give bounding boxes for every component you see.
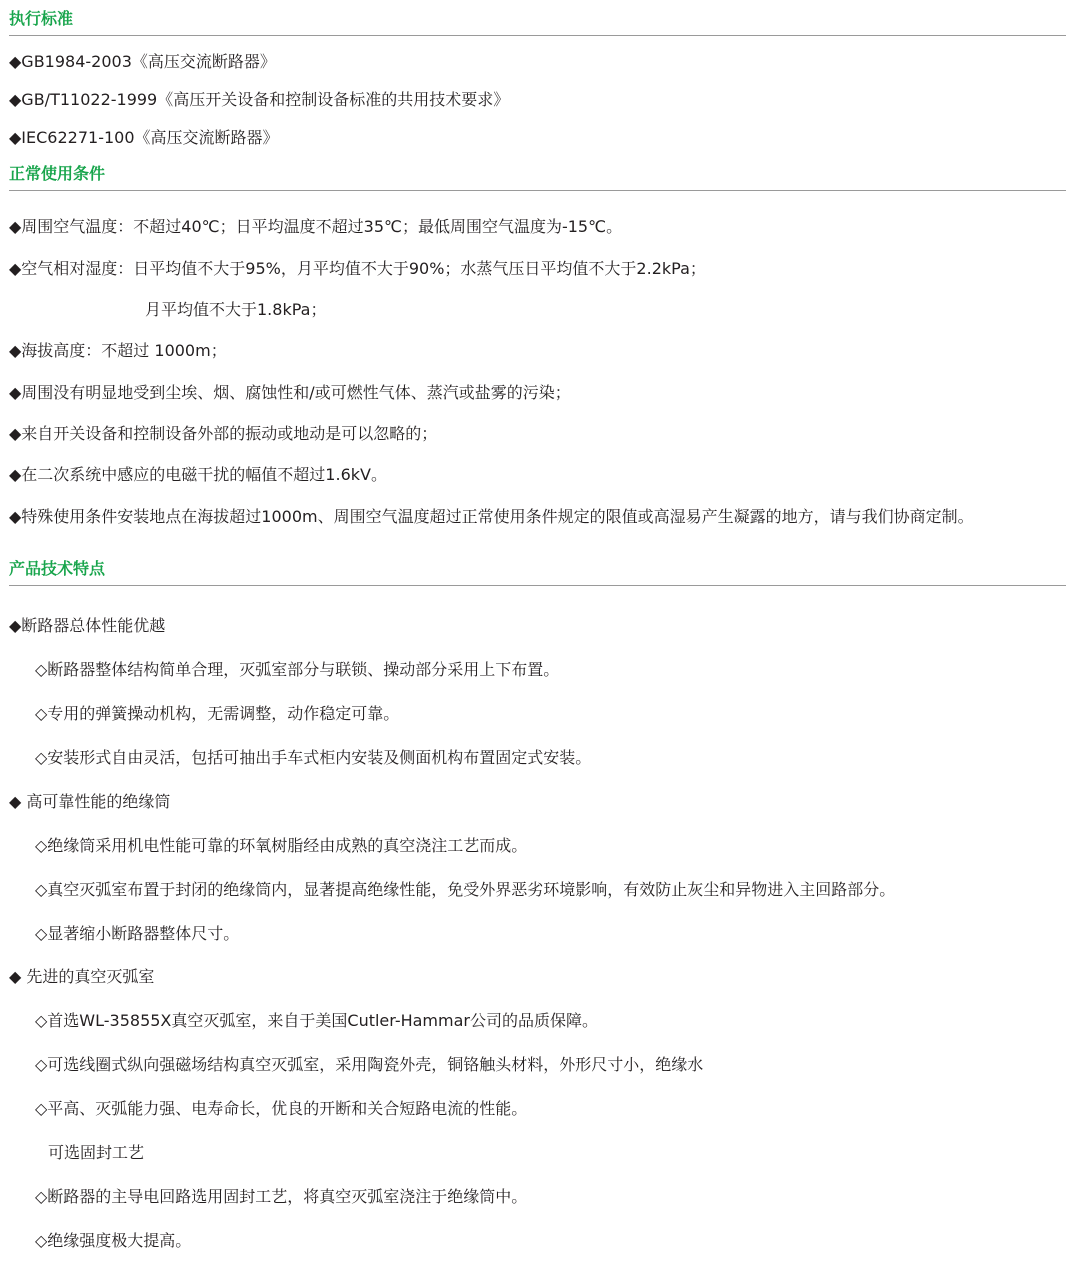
section-title-standards: 执行标准 [9, 9, 74, 28]
feature-subitem: ◇专用的弹簧操动机构，无需调整，动作稳定可靠。 [35, 704, 400, 723]
feature-subitem: ◇可选线圈式纵向强磁场结构真空灭弧室，采用陶瓷外壳，铜铬触头材料，外形尺寸小，绝缘水 [35, 1055, 704, 1074]
feature-subitem: ◇绝缘筒采用机电性能可靠的环氧树脂经由成熟的真空浇注工艺而成。 [35, 836, 528, 855]
standard-item: ◆IEC62271-100《高压交流断路器》 [9, 128, 279, 147]
standard-item: ◆GB1984-2003《高压交流断路器》 [9, 52, 276, 71]
section-divider [9, 190, 1066, 191]
condition-item: ◆空气相对湿度：日平均值不大于95%，月平均值不大于90%；水蒸气压日平均值不大于2.2kPa； [9, 259, 706, 278]
condition-item: 月平均值不大于1.8kPa； [145, 300, 327, 319]
feature-subitem: ◇断路器整体结构简单合理，灭弧室部分与联锁、操动部分采用上下布置。 [35, 660, 560, 679]
condition-item: ◆在二次系统中感应的电磁干扰的幅值不超过1.6kV。 [9, 465, 387, 484]
feature-subitem: ◇平高、灭弧能力强、电寿命长，优良的开断和关合短路电流的性能。 [35, 1099, 528, 1118]
feature-subitem: ◇安装形式自由灵活，包括可抽出手车式柜内安装及侧面机构布置固定式安装。 [35, 748, 592, 767]
feature-item: ◆ 先进的真空灭弧室 [9, 967, 155, 986]
section-title-conditions: 正常使用条件 [9, 164, 106, 183]
condition-item: ◆周围空气温度：不超过40℃；日平均温度不超过35℃；最低周围空气温度为-15℃。 [9, 217, 623, 236]
condition-item: ◆周围没有明显地受到尘埃、烟、腐蚀性和/或可燃性气体、蒸汽或盐雾的污染； [9, 383, 571, 402]
feature-subitem: ◇首选WL-35855X真空灭弧室，来自于美国Cutler-Hammar公司的品质保障。 [35, 1011, 598, 1030]
feature-item: ◆ 高可靠性能的绝缘筒 [9, 792, 171, 811]
section-divider [9, 35, 1066, 36]
feature-subitem: ◇显著缩小断路器整体尺寸。 [35, 924, 240, 943]
feature-subitem: ◇真空灭弧室布置于封闭的绝缘筒内，显著提高绝缘性能，免受外界恶劣环境影响，有效防止灰尘和异物进入主回路部分。 [35, 880, 896, 899]
feature-subheading: 可选固封工艺 [48, 1143, 145, 1162]
feature-subitem: ◇断路器的主导电回路选用固封工艺，将真空灭弧室浇注于绝缘筒中。 [35, 1187, 528, 1206]
section-divider [9, 585, 1066, 586]
feature-item: ◆断路器总体性能优越 [9, 616, 166, 635]
feature-subitem: ◇绝缘强度极大提高。 [35, 1231, 192, 1250]
section-title-features: 产品技术特点 [9, 559, 106, 578]
standard-item: ◆GB/T11022-1999《高压开关设备和控制设备标准的共用技术要求》 [9, 90, 510, 109]
condition-item: ◆海拔高度：不超过 1000m； [9, 341, 227, 360]
condition-item: ◆来自开关设备和控制设备外部的振动或地动是可以忽略的； [9, 424, 438, 443]
condition-item: ◆特殊使用条件安装地点在海拔超过1000m、周围空气温度超过正常使用条件规定的限值或高湿易产生凝露的地方，请与我们协商定制。 [9, 507, 974, 526]
